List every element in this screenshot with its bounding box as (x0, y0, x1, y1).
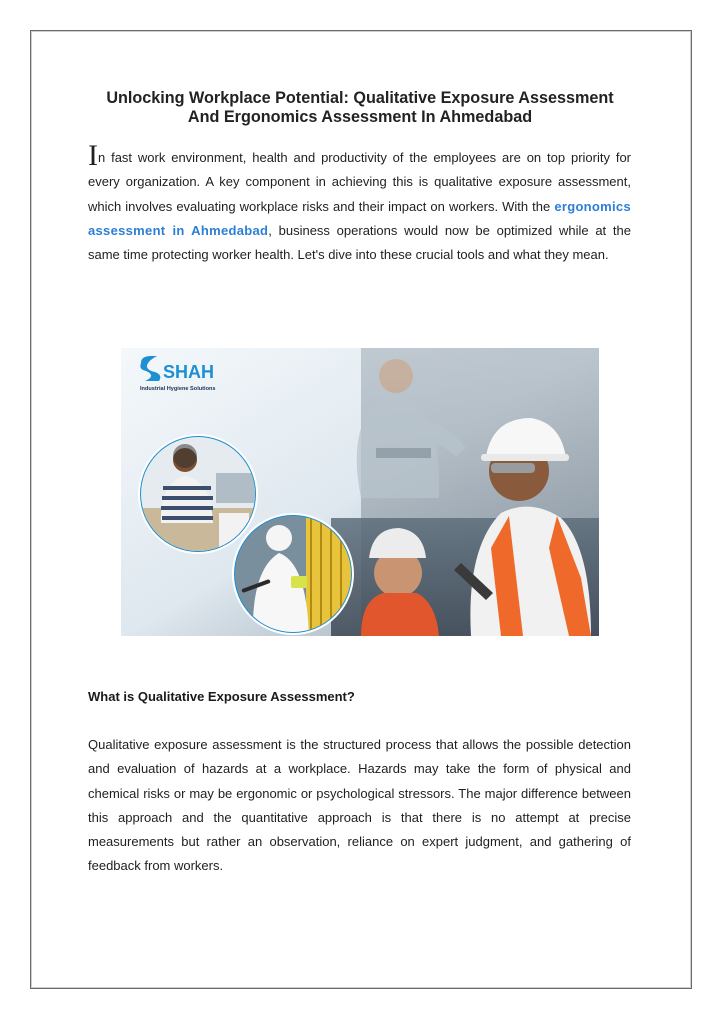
drop-cap: I (88, 139, 98, 172)
logo-name: SHAH (163, 362, 215, 382)
intro-paragraph (88, 139, 631, 267)
ergonomics-assessment-link[interactable]: ergonomics assessment in Ahmedabad (88, 198, 631, 238)
intro-text-part2: , business operations would now be optimized while at the same time protecting worker health. Let's dive into these crucial tools and what they mean. (88, 222, 631, 263)
intro-text-part1: n fast work environment, health and productivity of the employees are on top priority for every organization. A key component in achieving this is qualitative exposure assessment, which involves evaluating workplace risks and their impact on workers. With the (88, 150, 631, 214)
section-paragraph: Qualitative exposure assessment is the structured process that allows the possible detection and evaluation of hazards at a workplace. Hazards may take the form of physical and chemical risks or may be ergonomic or psychological stressors. The major difference between this approach and the quantitative approach is that there is no attempt at precise measurements but rather an observation, reliance on expert judgment, and gathering of feedback from workers. (88, 737, 631, 874)
hero-image (121, 348, 599, 636)
logo-tagline: Industrial Hygiene Solutions (140, 386, 216, 392)
document-title-line-2: And Ergonomics Assessment In Ahmedabad (187, 108, 533, 126)
hero-illustration (121, 348, 599, 636)
section-heading: What is Qualitative Exposure Assessment? (88, 689, 355, 704)
document-title-line-1: Unlocking Workplace Potential: Qualitative Exposure Assessment (106, 89, 614, 107)
